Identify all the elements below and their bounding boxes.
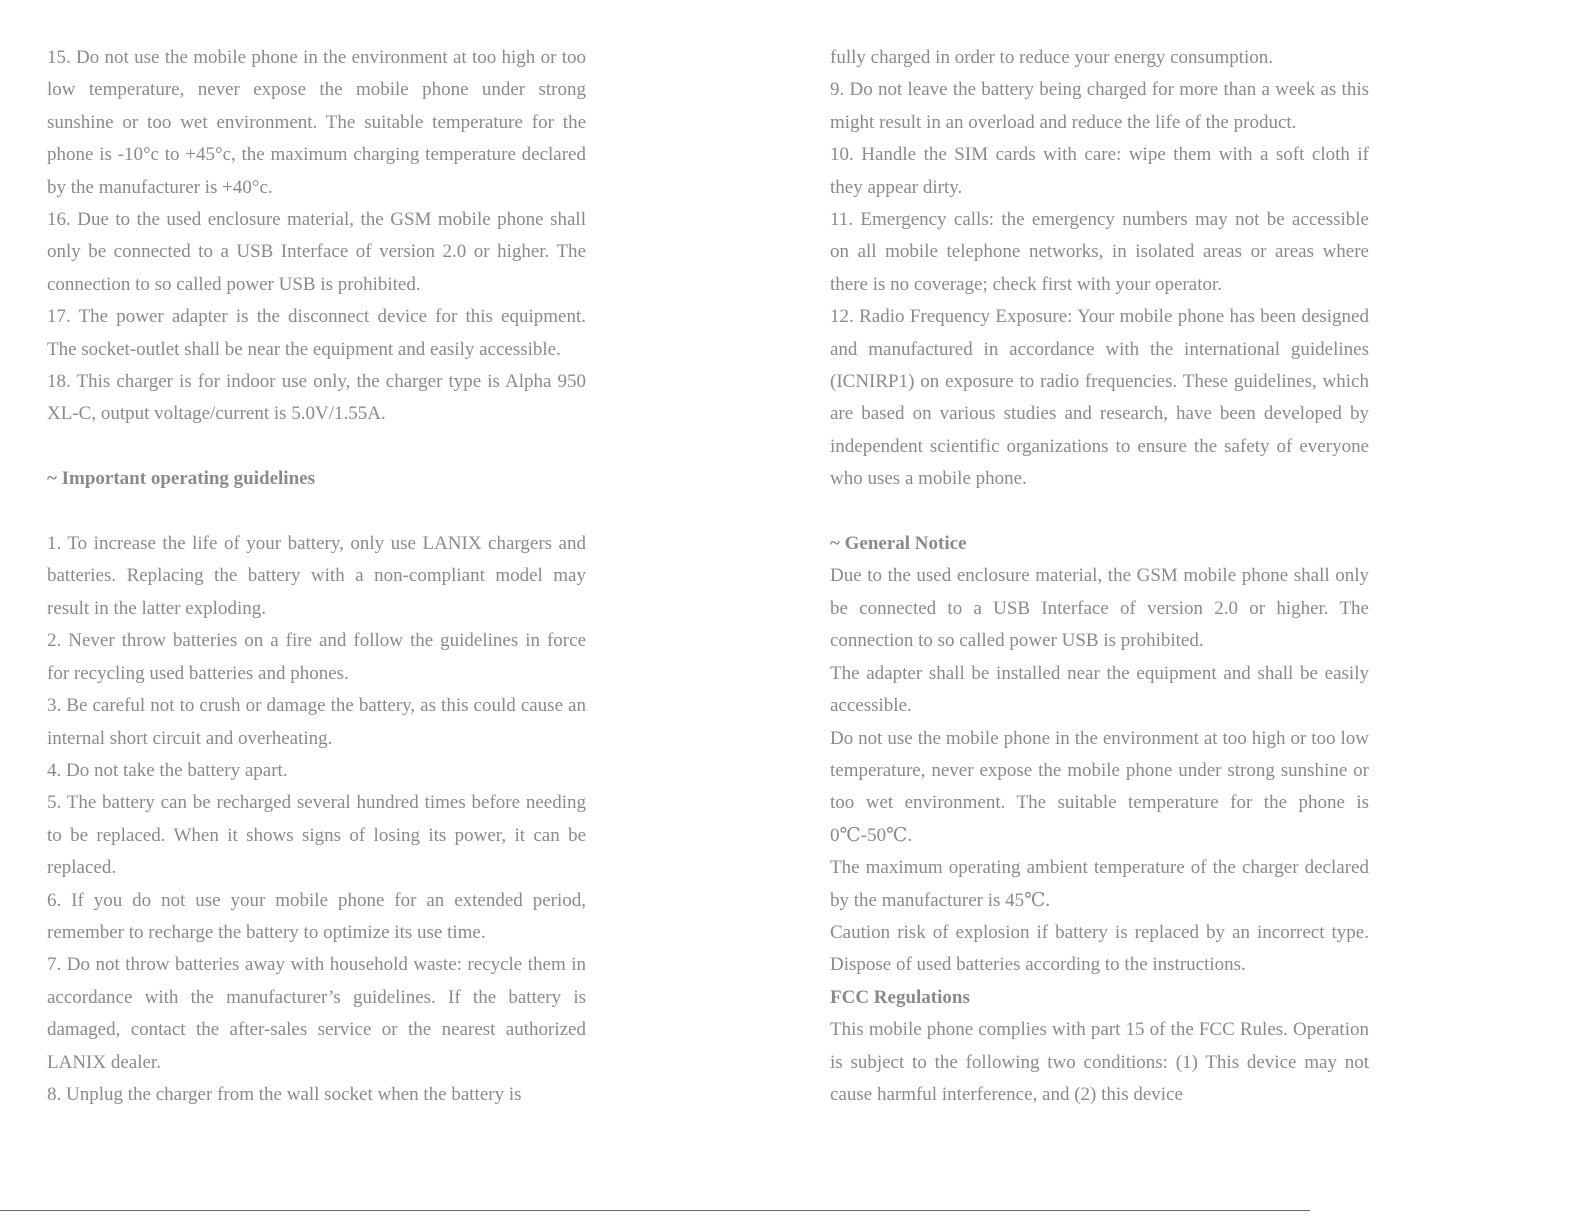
fcc-paragraph: This mobile phone complies with part 15 of the FCC Rules. Operation is subject to the following two conditions: (1) This device may not cause harmful interference, and (2) this device [830, 1019, 1369, 1105]
spacer [830, 496, 1369, 528]
spacer [47, 431, 586, 463]
list-item: fully charged in order to reduce your energy consumption. [830, 47, 1274, 68]
footer-divider [0, 1210, 1310, 1211]
list-item: 16. Due to the used enclosure material, the GSM mobile phone shall only be connected to a USB Interface of version 2.0 or higher. The connection to so called power USB is prohibited. [47, 209, 586, 295]
list-item: 4. Do not take the battery apart. [47, 759, 288, 781]
section-heading-important-guidelines: ~ Important operating guidelines [47, 468, 315, 490]
list-item: 11. Emergency calls: the emergency numbers may not be accessible on all mobile telephone networks, in isolated areas or areas where there is no coverage; check first with your operator. [830, 209, 1369, 295]
list-item: 18. This charger is for indoor use only, the charger type is Alpha 950 XL-C, output voltage/current is 5.0V/1.55A. [47, 371, 586, 425]
list-item: 17. The power adapter is the disconnect device for this equipment. The socket-outlet shall be near the equipment and easily accessible. [47, 306, 586, 360]
notice-paragraph: The adapter shall be installed near the equipment and shall be easily accessible. [830, 662, 1369, 717]
list-item: 8. Unplug the charger from the wall socket when the battery is [47, 1083, 522, 1105]
notice-paragraph: Do not use the mobile phone in the environment at too high or too low temperature, never expose the mobile phone under strong sunshine or too wet environment. The suitable temperature for the phone is 0℃-50℃. [830, 727, 1369, 846]
right-column [830, 42, 1369, 1111]
list-item: 5. The battery can be recharged several hundred times before needing to be replaced. When it shows signs of losing its power, it can be replaced. [47, 792, 586, 879]
list-item: 10. Handle the SIM cards with care: wipe them with a soft cloth if they appear dirty. [830, 144, 1369, 198]
list-item: 6. If you do not use your mobile phone for an extended period, remember to recharge the battery to optimize its use time. [47, 889, 586, 943]
list-item: 2. Never throw batteries on a fire and follow the guidelines in force for recycling used batteries and phones. [47, 630, 586, 684]
list-item: 9. Do not leave the battery being charged for more than a week as this might result in an overload and reduce the life of the product. [830, 79, 1369, 133]
notice-paragraph: Due to the used enclosure material, the GSM mobile phone shall only be connected to a USB Interface of version 2.0 or higher. The connection to so called power USB is prohibited. [830, 565, 1369, 652]
list-item: 3. Be careful not to crush or damage the battery, as this could cause an internal short circuit and overheating. [47, 695, 586, 749]
notice-paragraph: The maximum operating ambient temperature of the charger declared by the manufacturer is 45℃. [830, 857, 1369, 911]
list-item: 15. Do not use the mobile phone in the environment at too high or too low temperature, never expose the mobile phone under strong sunshine or too wet environment. The suitable temperature for the phone is -10°c to +45°c, the maximum charging temperature declared by the manufacturer is +40°c. [47, 47, 586, 198]
spacer [47, 496, 586, 528]
list-item: 12. Radio Frequency Exposure: Your mobile phone has been designed and manufactured in accordance with the international guidelines (ICNIRP1) on exposure to radio frequencies. These guidelines, which are based on various studies and research, have been developed by independent scientific organizations to ensure the safety of everyone who uses a mobile phone. [830, 306, 1369, 490]
section-heading-general-notice: ~ General Notice [830, 533, 967, 555]
left-column [47, 42, 586, 1111]
notice-paragraph: Caution risk of explosion if battery is replaced by an incorrect type. Dispose of used batteries according to the instructions. [830, 921, 1369, 976]
list-item: 7. Do not throw batteries away with household waste: recycle them in accordance with the manufacturer’s guidelines. If the battery is damaged, contact the after-sales service or the nearest authorized LANIX dealer. [47, 954, 586, 1073]
fcc-heading: FCC Regulations [830, 986, 970, 1008]
list-item: 1. To increase the life of your battery, only use LANIX chargers and batteries. Replacing the battery with a non-compliant model may result in the latter exploding. [47, 533, 586, 619]
